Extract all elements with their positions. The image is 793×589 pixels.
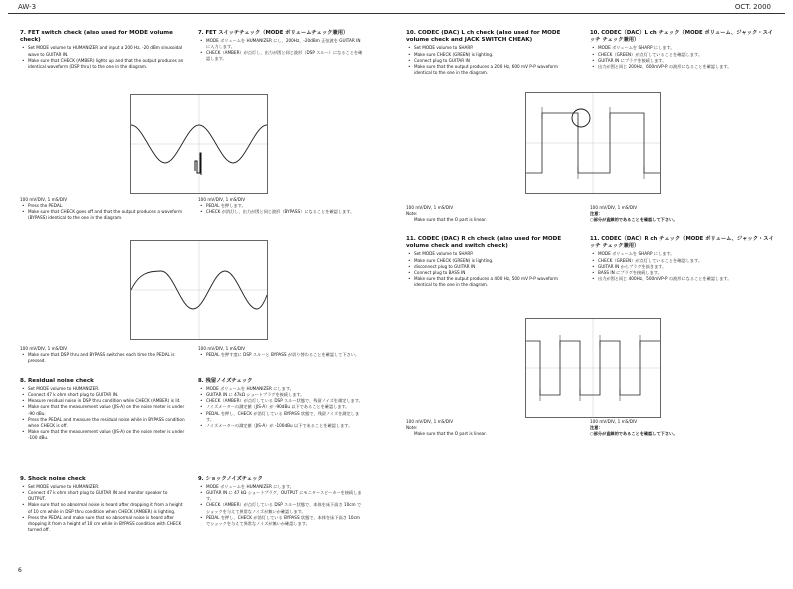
- bypass-steps: [20, 203, 185, 221]
- step: • PEDAL を押す度に DSP スルーと BYPASS が切り替わることを確認して下さい。: [206, 352, 363, 358]
- step: • PEDAL を押します。: [206, 203, 363, 209]
- section-7-title: 7. FET switch check (also used for MODE volume check): [20, 30, 173, 44]
- section-10-steps-ja: [590, 45, 775, 69]
- step: • Measure residual noise in DSP thru condition while CHECK (AMBER) is lit.: [28, 398, 185, 404]
- oscilloscope-bypass: [130, 240, 268, 340]
- section-9-steps: [20, 484, 185, 533]
- step: • GUITAR IN に 47kΩ ショートプラグを接続します。: [206, 392, 363, 398]
- toggle-steps-ja: [198, 352, 363, 358]
- step: • MODE ボリュームを HUMANIZER にし、200Hz、-20dBm 正弦波を GUITAR IN に入力します。: [206, 38, 363, 50]
- section-11-steps-ja: [590, 251, 775, 281]
- step: • MODE ボリュームを HUMANIZER にします。: [206, 484, 363, 490]
- step: • CHECK が消灯し、出力が図と同じ波形（BYPASS）になることを確認します。: [206, 209, 363, 215]
- section-8-title-ja: 8. 残留ノイズチェック: [198, 378, 253, 384]
- step: • Set MODE volume to HUMANIZER.: [28, 484, 185, 490]
- step: • Set MODE volume to HUMANIZER.: [28, 386, 185, 392]
- step: • Make sure that the measurement value (JIS-A) on the noise meter is under -90 dBu.: [28, 404, 185, 416]
- waveform-rch: [526, 319, 660, 417]
- section-7-steps: [20, 45, 185, 69]
- section-9-title: 9. Shock noise check: [20, 476, 86, 482]
- step: • Make sure that the output produces a 200 Hz, 600 mV P-P waveform identical to the one in the diagram.: [414, 64, 576, 76]
- note-label: Note:: [406, 211, 418, 217]
- step: • Press the PEDAL.: [28, 203, 185, 209]
- note-label: Note:: [406, 425, 418, 431]
- scale-label: 100 mV/DIV, 1 mS/DIV: [590, 205, 638, 210]
- section-11-steps: [406, 251, 576, 288]
- step: • Make sure that CHECK (AMBER) lights up and that the output produces an identical waveform (DSP thru) to the one in the diagram.: [28, 58, 185, 70]
- step: • CHECK（AMBER）が点灯している DSP スルー状態で、本体を床下高さ 10cm でショックを与えて異常なノイズが無いか確認します。: [206, 502, 363, 514]
- section-8-title: 8. Residual noise check: [20, 378, 94, 384]
- scale-label: 100 mV/DIV, 1 mS/DIV: [406, 205, 454, 210]
- section-11-title-ja: 11. CODEC（DAC）R ch チェック（MODE ボリューム、ジャック・スイッチ チェック兼用）: [590, 236, 774, 250]
- scale-label: 100 mV/DIV, 1 mS/DIV: [20, 197, 68, 202]
- section-11-note-en: [406, 419, 576, 437]
- section-8-steps: [20, 386, 185, 441]
- section-11-title: 11. CODEC (DAC) R ch check (also used for MODE volume check and switch check): [406, 236, 562, 250]
- section-7-bypass-ja: [198, 197, 363, 215]
- note-text: ○部分が直線的であることを確認して下さい。: [590, 431, 678, 437]
- section-10-title-ja: 10. CODEC（DAC）L ch チェック（MODE ボリューム、ジャック・スイッチ チェック兼用）: [590, 30, 774, 44]
- section-7-title-ja: 7. FET スイッチチェック（MODE ボリュームチェック兼用）: [198, 30, 349, 36]
- step: • GUITAR IN からプラグを抜きます。: [598, 264, 775, 270]
- step: • PEDAL を押し、CHECK が消灯している BYPASS 状態で、本体を床下高さ 10cm でショックを与えて異常なノイズが無いか確認します。: [206, 515, 363, 527]
- step: • MODE ボリュームを SHARP にします。: [598, 45, 775, 51]
- section-11-ja: [590, 236, 775, 282]
- section-10-steps: [406, 45, 576, 75]
- step: • Make sure that the output produces a 400 Hz, 500 mV P-P waveform identical to the one in the diagram.: [414, 276, 576, 288]
- step: • Make sure that DSP thru and BYPASS switches each time the PEDAL is pressed.: [28, 352, 185, 364]
- step: • Set MODE volume to SHARP.: [414, 45, 576, 51]
- step: • Connect 47 k ohm short plug to GUITAR IN and monitor speaker to OUTPUT.: [28, 490, 185, 502]
- section-10-en: [406, 30, 576, 76]
- scale-label: 100 mV/DIV, 1 mS/DIV: [590, 419, 638, 424]
- section-10-note-ja: [590, 205, 775, 223]
- section-8-ja: [198, 378, 363, 429]
- scale-label: 100 mV/DIV, 1 mS/DIV: [198, 197, 246, 202]
- step: • 出力が図と同じ 400Hz、500mVP-P の波形になることを確認します。: [598, 276, 775, 282]
- section-9-title-ja: 9. ショックノイズチェック: [198, 476, 263, 482]
- note-label: 注意：: [590, 211, 603, 217]
- step: • Connect plug to BASS IN: [414, 270, 576, 276]
- step: • Make sure that CHECK goes off and that the output produces a waveform (BYPASS) identical to the one in the diagram.: [28, 209, 185, 221]
- step: • Press the PEDAL and make sure that no abnormal noise is heard after dropping it from a height of 10 cm while in BYPASS condition with CHECK turned off.: [28, 515, 185, 533]
- step: • CHECK（GREEN）が点灯していることを確認します。: [598, 52, 775, 58]
- section-7-bypass-en: [20, 197, 185, 221]
- header-model: AW-3: [18, 3, 37, 11]
- scale-label: 100 mV/DIV, 1 mS/DIV: [406, 419, 454, 424]
- step: • MODE ボリュームを SHARP にします。: [598, 251, 775, 257]
- step: • disconnect plug to GUITAR IN: [414, 264, 576, 270]
- step: • Make sure that no abnormal noise is heard after dropping it from a height of 10 cm while in DSP thru condition when CHECK (AMBER) is lighting.: [28, 502, 185, 514]
- note-text: Make sure that the O part is linear.: [414, 217, 487, 223]
- section-8-en: [20, 378, 185, 441]
- section-7-toggle-en: [20, 346, 185, 364]
- scale-label: 100 mV/DIV, 1 mS/DIV: [198, 346, 246, 351]
- step: • Make sure CHECK (GREEN) is lighting.: [414, 52, 576, 58]
- oscilloscope-dsp-thru: [130, 94, 268, 194]
- step: • 出力が図と同じ 200Hz、600mVP-P の波形になることを確認します。: [598, 64, 775, 70]
- section-11-note-ja: [590, 419, 775, 437]
- section-9-en: [20, 476, 185, 533]
- step: • CHECK（GREEN）が点灯していることを確認します。: [598, 258, 775, 264]
- section-7-steps-ja: [198, 38, 363, 62]
- section-10-title: 10. CODEC (DAC) L ch check (also used for MODE volume check and JACK SWITCH CHEAK): [406, 30, 561, 44]
- waveform-bypass: [131, 241, 267, 339]
- section-7-en: [20, 30, 185, 70]
- note-label: 注意：: [590, 425, 603, 431]
- section-9-ja: [198, 476, 363, 527]
- step: • Set MODE volume to SHARP.: [414, 251, 576, 257]
- page-number: 6: [18, 567, 22, 574]
- section-11-en: [406, 236, 576, 288]
- section-10-note-en: [406, 205, 576, 223]
- step: • BASS IN にプラグを接続します。: [598, 270, 775, 276]
- step: • Press the PEDAL and measure the residual noise while in BYPASS condition when CHECK is off.: [28, 417, 185, 429]
- step: • MODE ボリュームを HUMANIZER にします。: [206, 386, 363, 392]
- step: • GUITAR IN に 47 kΩ ショートプラグ、OUTPUT にモニタースピーカーを接続します。: [206, 490, 363, 502]
- step: • ノイズメーターの測定値（JIS-A）が -100dBu 以下であることを確認します。: [206, 423, 363, 429]
- step: • PEDAL を押し、CHECK が消灯している BYPASS 状態で、残留ノイズを測定します。: [206, 411, 363, 423]
- bypass-steps-ja: [198, 203, 363, 215]
- note-text: ○部分が直線的であることを確認して下さい。: [590, 217, 678, 223]
- section-7-ja: [198, 30, 363, 63]
- oscilloscope-rch: [525, 318, 661, 418]
- waveform-lch: [526, 93, 660, 193]
- scale-label: 100 mV/DIV, 1 mS/DIV: [20, 346, 68, 351]
- oscilloscope-lch: [525, 92, 661, 194]
- note-text: Make sure that the O part is linear.: [414, 431, 487, 437]
- header-rule: [8, 13, 785, 14]
- section-9-steps-ja: [198, 484, 363, 527]
- header-date: OCT. 2000: [734, 3, 771, 11]
- waveform-dsp-thru: [131, 95, 267, 193]
- section-8-steps-ja: [198, 386, 363, 429]
- section-10-ja: [590, 30, 775, 70]
- step: • Connect plug to GUITAR IN: [414, 58, 576, 64]
- step: • Connect 47 k ohm short plug to GUITAR IN.: [28, 392, 185, 398]
- toggle-steps: [20, 352, 185, 364]
- step: • ノイズメーターの測定値（JIS-A）が -90dBu 以下であることを確認します。: [206, 404, 363, 410]
- step: • CHECK（AMBER）が点灯している DSP スルー状態で、残留ノイズを測定します。: [206, 398, 363, 404]
- step: • Set MODE volume to HUMANIZER and input a 200 Hz, -20 dBm sinusoidal wave to GUITAR IN.: [28, 45, 185, 57]
- linearity-circle-marker: [572, 109, 590, 127]
- section-7-toggle-ja: [198, 346, 363, 358]
- step: • Make sure CHECK (GREEN) is lighting.: [414, 258, 576, 264]
- step: • Make sure that the measurement value (JIS-A) on the noise meter is under -100 dBu.: [28, 429, 185, 441]
- step: • GUITAR IN にプラグを接続します。: [598, 58, 775, 64]
- step: • CHECK（AMBER）が点灯し、出力が図と同じ波形（DSP スルー）になることを確認します。: [206, 50, 363, 62]
